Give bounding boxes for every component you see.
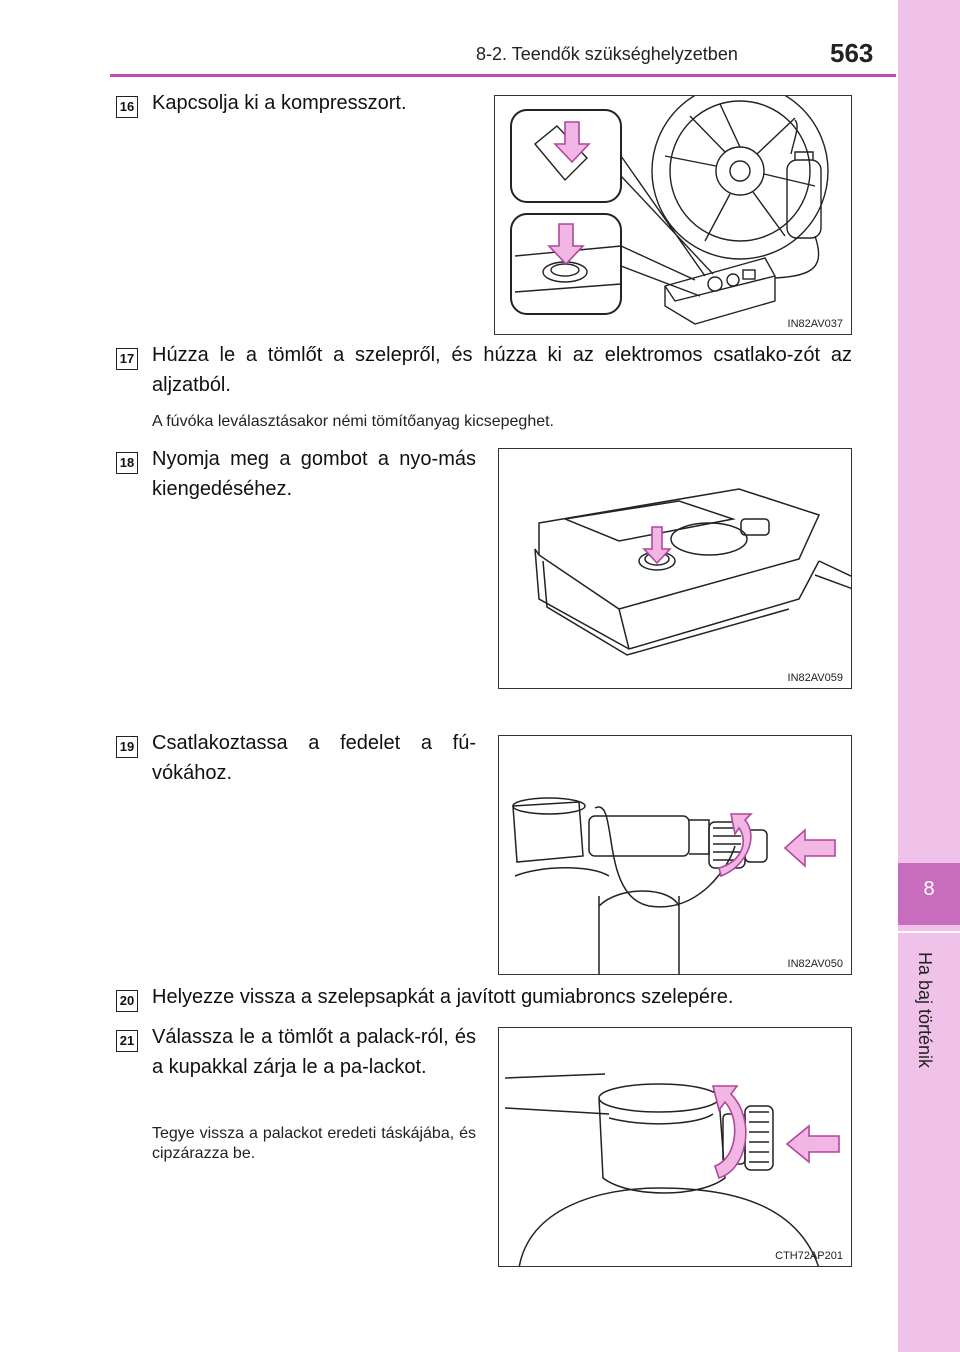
figure-cap-nozzle [498,735,852,975]
step-number-16: 16 [116,96,138,118]
figure-compressor-off [494,95,852,335]
step-text-19: Csatlakoztassa a fedelet a fú-vókához. [152,732,476,784]
figure-code: IN82AV037 [787,318,843,330]
figure-code: IN82AV050 [787,958,843,970]
compressor-off-illustration [495,96,852,335]
step-number-21: 21 [116,1030,138,1052]
page-number: 563 [830,38,874,68]
pressure-release-illustration [499,449,852,689]
step-text-17: Húzza le a tömlőt a szelepről, és húzza ki az elektromos csatlako-zót az aljzatból. [152,344,852,396]
step-text-18: Nyomja meg a gombot a nyo-más kiengedéséhez. [152,448,476,500]
bottle-cap-illustration [499,1028,852,1267]
cap-nozzle-illustration [499,736,852,975]
step-text-16: Kapcsolja ki a kompresszort. [152,92,407,114]
step-number-18: 18 [116,452,138,474]
step-number-19: 19 [116,736,138,758]
step-note-17: A fúvóka leválasztásakor némi tömítőanyag kicsepeghet. [152,413,554,430]
step-text-20: Helyezze vissza a szelepsapkát a javított gumiabroncs szelepére. [152,986,734,1008]
figure-code: CTH72AP201 [775,1250,843,1262]
header-rule [110,74,896,77]
step-note-21: Tegye vissza a palackot eredeti táskájába, és cipzárazza be. [152,1125,476,1162]
figure-pressure-release [498,448,852,689]
step-number-17: 17 [116,348,138,370]
running-header: 8-2. Teendők szükséghelyzetben [476,44,738,64]
figure-code: IN82AV059 [787,672,843,684]
chapter-title: Ha baj történik [915,952,935,1069]
step-number-20: 20 [116,990,138,1012]
step-text-21: Válassza le a tömlőt a palack-ról, és a kupakkal zárja le a pa-lackot. [152,1026,476,1078]
chapter-number: 8 [923,878,935,900]
figure-bottle-cap [498,1027,852,1267]
chapter-side-tab [898,0,960,1352]
side-tab-divider [898,931,960,933]
